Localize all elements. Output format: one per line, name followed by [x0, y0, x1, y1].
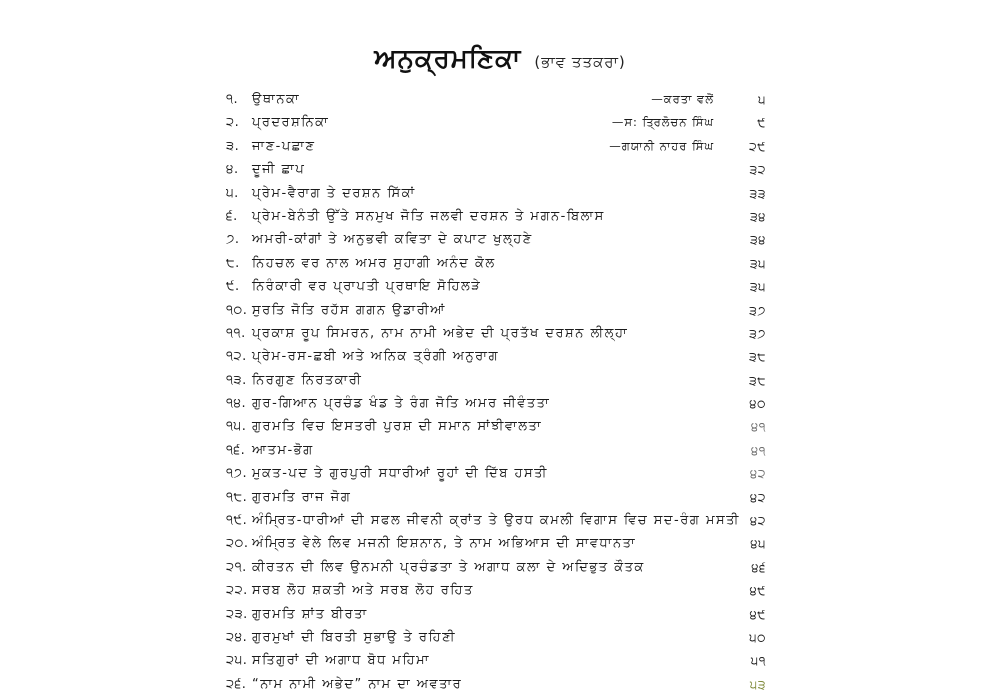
toc-entry-number: ੧੦. — [226, 302, 248, 318]
toc-entry-number: ੫. — [226, 185, 239, 201]
toc-entry-page-number: ੩੮ — [748, 349, 766, 365]
toc-entry-title: ਸਰਬ ਲੋਹ ਸ਼ਕਤੀ ਅਤੇ ਸਰਬ ਲੋਹ ਰਹਿਤ — [252, 583, 474, 599]
toc-entry-page-number: ੫ — [758, 92, 766, 107]
toc-row — [226, 299, 776, 322]
toc-row — [226, 439, 776, 462]
toc-entry-title: ਪ੍ਰੇਮ-ਰਸ-ਛਬੀ ਅਤੇ ਅਨਿਕ ਤ੍ਰੰਗੀ ਅਨੁਰਾਗ — [252, 349, 500, 365]
toc-entry-title: ਗੁਰਮਤਿ ਵਿਚ ਇਸਤਰੀ ਪੁਰਸ਼ ਦੀ ਸਮਾਨ ਸਾਂਝੀਵਾਲਤਾ — [252, 419, 543, 435]
table-of-contents — [226, 88, 776, 696]
toc-entry-number: ੧੬. — [226, 442, 246, 458]
toc-row — [226, 603, 776, 626]
toc-entry-page-number: ੩੫ — [749, 279, 766, 295]
page-title: ਅਨੁਕ੍ਰਮਣਿਕਾ — [374, 44, 522, 74]
toc-entry-number: ੧੮. — [226, 489, 248, 505]
toc-entry-page-number: ੩੭ — [749, 302, 766, 318]
toc-row — [226, 626, 776, 649]
toc-entry-number: ੮. — [226, 255, 240, 271]
page-subtitle: (ਭਾਵ ਤਤਕਰਾ) — [534, 53, 626, 71]
toc-entry-title: ਗੁਰਮਤਿ ਰਾਜ ਜੋਗ — [252, 489, 352, 505]
toc-row — [226, 462, 776, 485]
toc-entry-number: ੨੦. — [226, 536, 249, 552]
toc-entry-author: —ਸ: ਤ੍ਰਿਲੋਚਨ ਸਿੰਘ — [611, 115, 714, 130]
toc-row — [226, 345, 776, 368]
toc-entry-page-number: ੪੨ — [750, 513, 766, 529]
toc-entry-title: ਪ੍ਰਕਾਸ਼ ਰੂਪ ਸਿਮਰਨ, ਨਾਮ ਨਾਮੀ ਅਭੇਦ ਦੀ ਪ੍ਰਤੱਖ ਦਰਸ਼ਨ ਲੀਲ੍ਹਾ — [252, 325, 629, 341]
toc-entry-number: ੨੧. — [226, 559, 247, 575]
toc-entry-title: ਪ੍ਰੇਮ-ਵੈਰਾਗ ਤੇ ਦਰਸ਼ਨ ਸਿੱਕਾਂ — [252, 185, 416, 201]
toc-entry-author: —ਕਰਤਾ ਵਲੋਂ — [651, 92, 714, 106]
toc-row — [226, 322, 776, 345]
toc-entry-title: ਕੀਰਤਨ ਦੀ ਲਿਵ ਉਨਮਨੀ ਪ੍ਰਚੰਡਤਾ ਤੇ ਅਗਾਧ ਕਲਾ ਦੇ ਅਦਿਭੁਤ ਕੌਤਕ — [252, 559, 645, 575]
toc-entry-title: ਮੁਕਤ-ਪਦ ਤੇ ਗੁਰਪੁਰੀ ਸਧਾਰੀਆਂ ਰੂਹਾਂ ਦੀ ਦਿੱਬ ਹਸਤੀ — [252, 466, 548, 482]
toc-entry-title: ਪ੍ਰੇਮ-ਬੇਨੰਤੀ ਉੱਤੇ ਸਨਮੁਖ ਜੋਤਿ ਜਲਵੀ ਦਰਸ਼ਨ ਤੇ ਮਗਨ-ਬਿਲਾਸ — [252, 208, 605, 224]
toc-entry-number: ੯. — [226, 279, 240, 295]
toc-entry-number: ੨੨. — [226, 583, 248, 599]
toc-row — [226, 228, 776, 251]
toc-entry-title: “ਨਾਮ ਨਾਮੀ ਅਭੇਦ” ਨਾਮ ਦਾ ਅਵਤਾਰ — [252, 676, 463, 692]
toc-entry-page-number: ੪੯ — [749, 583, 766, 599]
toc-entry-number: ੧੪. — [226, 396, 247, 412]
toc-entry-page-number: ੩੨ — [749, 162, 766, 178]
toc-entry-number: ੨. — [226, 115, 240, 131]
toc-row — [226, 205, 776, 228]
toc-row — [226, 252, 776, 275]
toc-entry-number: ੧੯. — [226, 513, 248, 529]
toc-row — [226, 369, 776, 392]
toc-entry-number: ੩. — [226, 138, 240, 154]
toc-entry-title: ਪ੍ਰਦਰਸ਼ਨਿਕਾ — [252, 115, 330, 131]
toc-entry-title: ਨਿਹਚਲ ਵਰ ਨਾਲ ਅਮਰ ਸੁਹਾਗੀ ਅਨੰਦ ਕੋਲ — [252, 255, 496, 271]
toc-entry-number: ੧੭. — [226, 466, 248, 482]
toc-row — [226, 415, 776, 438]
toc-entry-title: ਅੰਮ੍ਰਿਤ ਵੇਲੇ ਲਿਵ ਮਜਨੀ ਇਸ਼ਨਾਨ, ਤੇ ਨਾਮ ਅਭਿਆਸ ਦੀ ਸਾਵਧਾਨਤਾ — [252, 536, 637, 552]
toc-row — [226, 673, 776, 696]
toc-entry-page-number: ੪੬ — [751, 559, 766, 575]
toc-entry-page-number: ੪੦ — [749, 396, 766, 412]
toc-entry-title: ਅਮਰੀ-ਕਾਂਗਾਂ ਤੇ ਅਨੁਭਵੀ ਕਵਿਤਾ ਦੇ ਕਪਾਟ ਖੁਲ੍ਹਣੇ — [252, 232, 533, 248]
toc-entry-page-number: ੪੨ — [750, 466, 766, 482]
toc-entry-number: ੪. — [226, 162, 239, 178]
toc-row — [226, 486, 776, 509]
toc-entry-title: ਸੁਰਤਿ ਜੋਤਿ ਰਹੱਸ ਗਗਨ ਉਡਾਰੀਆਂ — [252, 302, 446, 318]
toc-row — [226, 158, 776, 181]
toc-row — [226, 88, 776, 111]
toc-row — [226, 509, 776, 532]
toc-entry-title: ਗੁਰਮਤਿ ਸ਼ਾਂਤ ਬੀਰਤਾ — [252, 606, 368, 622]
toc-entry-title: ਦੂਜੀ ਛਾਪ — [252, 162, 306, 178]
toc-entry-page-number: ੨੯ — [749, 138, 766, 154]
toc-entry-number: ੨੬. — [226, 676, 247, 692]
toc-row — [226, 579, 776, 602]
toc-row — [226, 135, 776, 158]
toc-entry-title: ਜਾਣ-ਪਛਾਣ — [252, 138, 316, 154]
toc-entry-title: ਨਿਰੰਕਾਰੀ ਵਰ ਪ੍ਰਾਪਤੀ ਪ੍ਰਥਾਇ ਸੋਹਿਲੜੇ — [252, 279, 482, 295]
toc-entry-page-number: ੪੧ — [751, 442, 766, 458]
toc-entry-number: ੨੪. — [226, 629, 248, 645]
toc-entry-number: ੧੧. — [226, 325, 246, 341]
toc-entry-title: ਗੁਰਮੁਖਾਂ ਦੀ ਬਿਰਤੀ ਸੁਭਾਉ ਤੇ ਰਹਿਣੀ — [252, 629, 457, 645]
toc-entry-page-number: ੩੭ — [749, 325, 766, 341]
toc-entry-number: ੧੨. — [226, 349, 247, 365]
page-heading — [0, 44, 1000, 75]
toc-row — [226, 556, 776, 579]
toc-entry-number: ੧੫. — [226, 419, 247, 435]
toc-entry-number: ੭. — [226, 232, 240, 248]
toc-entry-number: ੨੩. — [226, 606, 248, 622]
toc-entry-number: ੧. — [226, 92, 239, 107]
toc-entry-page-number: ੪੫ — [750, 536, 766, 552]
toc-entry-title: ਸਤਿਗੁਰਾਂ ਦੀ ਅਗਾਧ ਬੋਧ ਮਹਿਮਾ — [252, 653, 430, 669]
toc-entry-number: ੬. — [226, 208, 238, 224]
toc-entry-page-number: ੪੯ — [749, 606, 766, 622]
toc-entry-number: ੧੩. — [226, 372, 247, 388]
toc-entry-page-number: ੫੧ — [750, 653, 766, 669]
toc-row — [226, 111, 776, 134]
toc-entry-page-number: ੩੪ — [750, 232, 766, 248]
toc-entry-title: ਗੁਰ-ਗਿਆਨ ਪ੍ਰਚੰਡ ਖੰਡ ਤੇ ਰੰਗ ਜੋਤਿ ਅਮਰ ਜੀਵੰਤਤਾ — [252, 396, 551, 412]
toc-entry-page-number: ੪੧ — [751, 419, 766, 435]
toc-entry-title: ਨਿਰਗੁਣ ਨਿਰਤਕਾਰੀ — [252, 372, 363, 388]
toc-entry-page-number: ੯ — [757, 115, 766, 131]
toc-entry-author: —ਗਯਾਨੀ ਨਾਹਰ ਸਿੰਘ — [609, 138, 714, 153]
toc-entry-page-number: ੩੩ — [749, 185, 766, 201]
toc-row — [226, 182, 776, 205]
toc-entry-page-number: ੩੫ — [749, 255, 766, 271]
toc-entry-page-number: ੩੮ — [748, 372, 766, 388]
toc-entry-title: ਆਤਮ-ਭੋਗ — [252, 442, 314, 458]
toc-row — [226, 392, 776, 415]
toc-entry-title: ਅੰਮ੍ਰਿਤ-ਧਾਰੀਆਂ ਦੀ ਸਫਲ ਜੀਵਨੀ ਕ੍ਰਾਂਤ ਤੇ ਉਰਧ ਕਮਲੀ ਵਿਗਾਸ ਵਿਚ ਸਦ-ਰੰਗ ਮਸਤੀ — [252, 513, 740, 529]
toc-row — [226, 649, 776, 672]
toc-entry-page-number: ੪੨ — [750, 489, 766, 505]
toc-entry-page-number: ੫੦ — [749, 629, 766, 645]
toc-row — [226, 275, 776, 298]
toc-entry-number: ੨੫. — [226, 653, 248, 669]
toc-entry-page-number: ੩੪ — [750, 208, 766, 224]
toc-row — [226, 532, 776, 555]
toc-entry-title: ਉਥਾਨਕਾ — [252, 92, 301, 107]
toc-entry-page-number: ੫੩ — [749, 676, 766, 692]
